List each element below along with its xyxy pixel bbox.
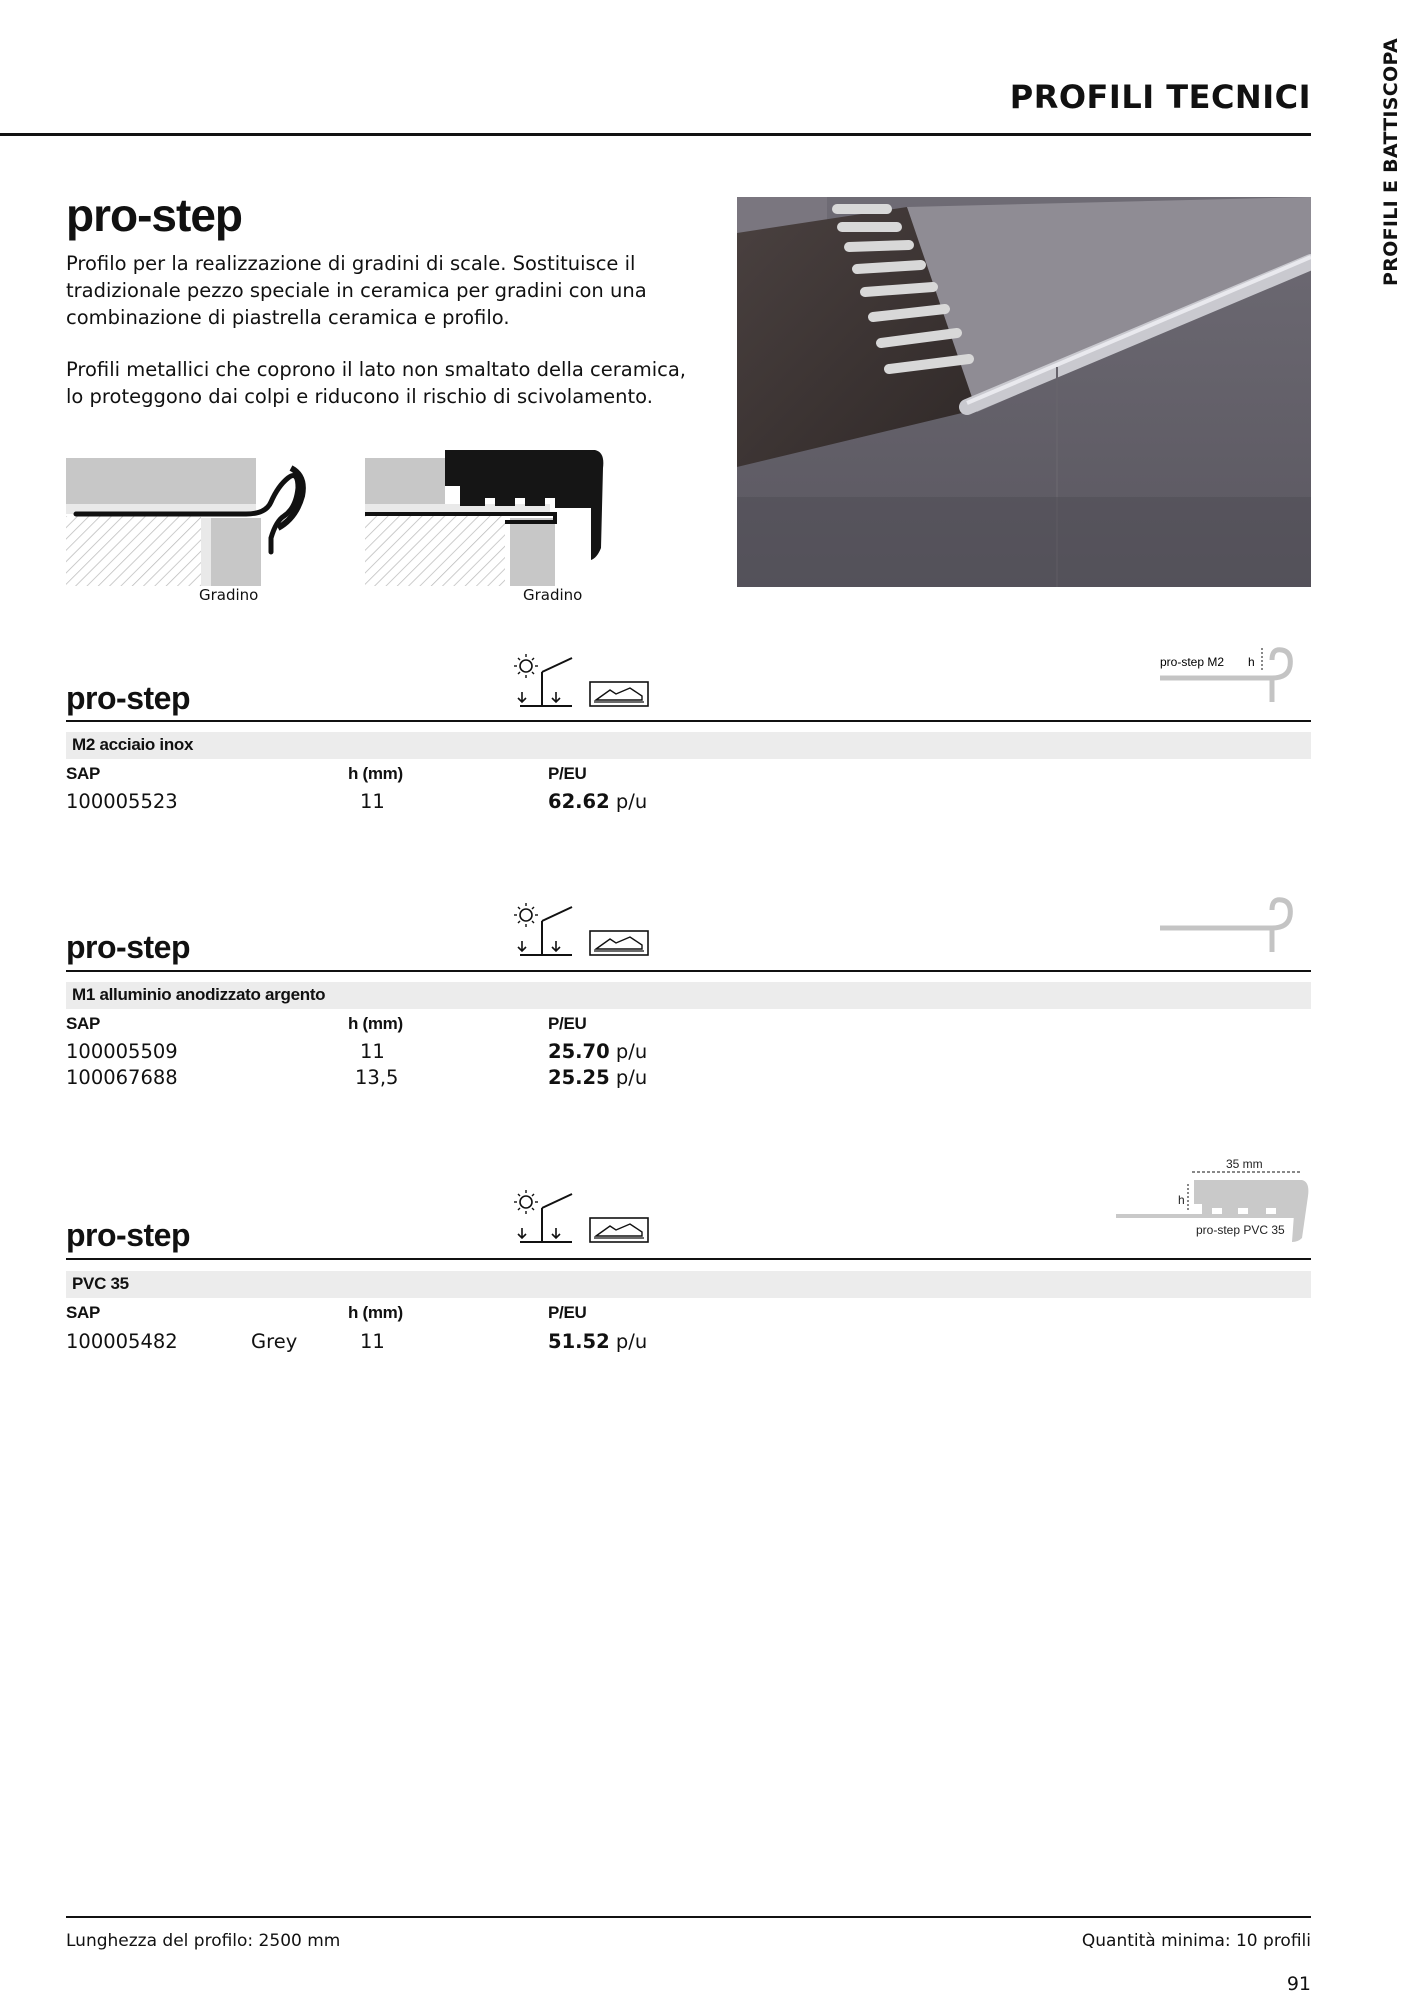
section-2-col-sap: SAP <box>66 1014 101 1033</box>
section-2-title: pro-step <box>66 929 190 965</box>
section-3-usage-icons <box>512 1188 662 1254</box>
intro-paragraph-1: Profilo per la realizzazione di gradini di scale. Sostituisce il tradizionale pezzo speciale in ceramica per gradini con una combinazione di piastrella ceramica e profilo. <box>66 252 647 329</box>
profile-m2-h-marker: h <box>1248 655 1255 669</box>
profile-pvc35-h-marker: h <box>1178 1193 1185 1207</box>
profile-m2-drawing <box>1160 640 1310 710</box>
section-3-title: pro-step <box>66 1217 190 1253</box>
section-3-rule <box>66 1258 1311 1260</box>
section-1-title: pro-step <box>66 680 190 716</box>
section-3-row-1-price-value: 51.52 <box>548 1330 610 1353</box>
profile-pvc35-width-label: 35 mm <box>1226 1157 1263 1171</box>
section-2-row-1-price <box>548 1040 647 1063</box>
section-3-col-h: h (mm) <box>348 1303 403 1322</box>
section-2-row-1-h: 11 <box>360 1040 385 1063</box>
footer-rule <box>66 1916 1311 1918</box>
profile-pvc35-drawing <box>1116 1152 1312 1246</box>
profile-m1-drawing <box>1160 890 1310 960</box>
section-2-row-2-h: 13,5 <box>355 1066 399 1089</box>
product-photo <box>737 197 1311 587</box>
section-1-row-1-unit: p/u <box>615 790 648 813</box>
section-2-rule <box>66 970 1311 972</box>
section-2-row-2-sap: 100067688 <box>66 1066 178 1089</box>
section-3-col-sap: SAP <box>66 1303 101 1322</box>
step-diagram-round <box>66 448 316 588</box>
section-1-row-1-sap: 100005523 <box>66 790 178 813</box>
diagram-1-label: Gradino <box>199 586 259 604</box>
section-1-material-band <box>66 732 1311 759</box>
profile-m2-label: pro-step M2 <box>1160 655 1225 669</box>
section-1-col-sap: SAP <box>66 764 101 783</box>
section-2-col-price: P/EU <box>548 1014 587 1033</box>
section-2-row-1-sap: 100005509 <box>66 1040 178 1063</box>
section-1-col-h: h (mm) <box>348 764 403 783</box>
side-tab: PROFILI E BATTISCOPA <box>1380 38 1402 286</box>
section-3-row-1-color: Grey <box>251 1330 298 1353</box>
section-2-usage-icons <box>512 901 662 967</box>
section-1-col-price: P/EU <box>548 764 587 783</box>
section-2-material-band <box>66 982 1311 1009</box>
intro-title: pro-step <box>66 189 242 241</box>
diagram-2-label: Gradino <box>523 586 583 604</box>
page-number: 91 <box>1286 1973 1311 1995</box>
profile-pvc35-label: pro-step PVC 35 <box>1196 1223 1285 1237</box>
section-2-row-1-price-value: 25.70 <box>548 1040 610 1063</box>
section-2-row-2-price <box>548 1066 647 1089</box>
section-2-row-1-unit: p/u <box>615 1040 648 1063</box>
intro-paragraph-2: Profili metallici che coprono il lato non smaltato della ceramica, lo proteggono dai colpi e riducono il rischio di scivolamento. <box>66 358 686 408</box>
section-1-row-1-h: 11 <box>360 790 385 813</box>
section-3-row-1-price <box>548 1330 647 1353</box>
step-diagram-pvc <box>365 448 615 588</box>
section-1-row-1-price-value: 62.62 <box>548 790 610 813</box>
header-rule <box>0 133 1311 136</box>
section-2-col-h: h (mm) <box>348 1014 403 1033</box>
section-2-row-2-unit: p/u <box>615 1066 648 1089</box>
section-3-row-1-h: 11 <box>360 1330 385 1353</box>
section-3-material: PVC 35 <box>72 1274 129 1293</box>
section-3-row-1-unit: p/u <box>615 1330 648 1353</box>
section-3-row-1-sap: 100005482 <box>66 1330 178 1353</box>
section-3-material-band <box>66 1271 1311 1298</box>
section-1-rule <box>66 720 1311 722</box>
footer-min-qty: Quantità minima: 10 profili <box>1081 1931 1311 1951</box>
section-3-col-price: P/EU <box>548 1303 587 1322</box>
section-1-usage-icons <box>512 652 662 718</box>
section-2-row-2-price-value: 25.25 <box>548 1066 610 1089</box>
footer-length: Lunghezza del profilo: 2500 mm <box>66 1931 341 1951</box>
section-1-material: M2 acciaio inox <box>72 735 194 754</box>
section-1-row-1-price <box>548 790 647 813</box>
page-title: PROFILI TECNICI <box>1009 78 1311 116</box>
section-2-material: M1 alluminio anodizzato argento <box>72 985 326 1004</box>
